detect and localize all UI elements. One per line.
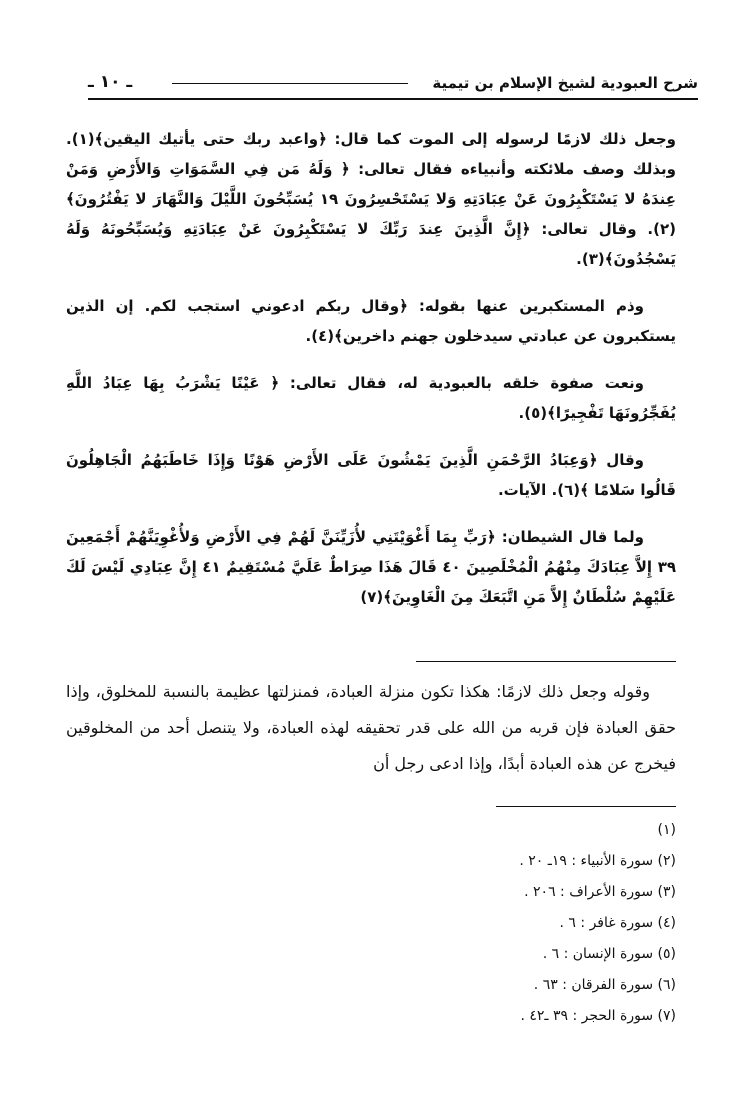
footnote: (٣) سورة الأعراف : ٢٠٦ . [524, 884, 676, 900]
footnote: (٧) سورة الحجر : ٣٩ ـ٤٢ . [520, 1008, 676, 1024]
commentary-text [66, 674, 676, 782]
header-divider-line [172, 83, 408, 84]
footnote-separator [496, 806, 676, 807]
main-text [66, 124, 676, 629]
commentary-paragraph: وقوله وجعل ذلك لازمًا: هكذا تكون منزلة العبادة، فمنزلتها عظيمة بالنسبة للمخلوق، وإذا حقق العبادة فإن قربه من الله على قدر تحقيقه لهذه العبادة، ولا يتنصل أحد من المخلوقين فيخرج عن هذه العبادة أبدًا، وإذا ادعى رجل أن [66, 682, 676, 773]
footnote: (١) [657, 822, 676, 838]
footnote: (٦) سورة الفرقان : ٦٣ . [533, 977, 676, 993]
footnote: (٢) سورة الأنبياء : ١٩ـ ٢٠ . [519, 853, 676, 869]
footnote: (٤) سورة غافر : ٦ . [559, 915, 676, 931]
footnote: (٥) سورة الإنسان : ٦ . [542, 946, 676, 962]
page-header [88, 66, 698, 100]
paragraph: وجعل ذلك لازمًا لرسوله إلى الموت كما قال: ﴿واعبد ربك حتى يأتيك اليقين﴾(١). وبذلك وصف ملائكته وأنبياءه فقال تعالى: ﴿ وَلَهُ مَن فِي السَّمَوَاتِ وَالأَرْضِ وَمَنْ عِندَهُ لا يَسْتَكْبِرُونَ عَنْ عِبَادَتِهِ وَلا يَسْتَحْسِرُونَ ١٩ يُسَبِّحُونَ اللَّيْلَ وَالنَّهَارَ لا يَفْتُرُونَ﴾(٢). وقال تعالى: ﴿إِنَّ الَّذِينَ عِندَ رَبِّكَ لا يَسْتَكْبِرُونَ عَنْ عِبَادَتِهِ وَيُسَبِّحُونَهُ وَلَهُ يَسْجُدُونَ﴾(٣). [66, 130, 676, 268]
page-number: ـ ١٠ ـ [88, 72, 133, 92]
footnotes [66, 815, 676, 1032]
header-rule [88, 98, 698, 100]
paragraph: وقال ﴿وَعِبَادُ الرَّحْمَنِ الَّذِينَ يَمْشُونَ عَلَى الأَرْضِ هَوْنًا وَإِذَا خَاطَبَهُمُ الْجَاهِلُونَ قَالُوا سَلامًا ﴾(٦). الآيات. [66, 451, 676, 499]
paragraph: ولما قال الشيطان: ﴿رَبِّ بِمَا أَغْوَيْتَنِي لأُزَيِّنَنَّ لَهُمْ فِي الأَرْضِ وَلأُغْوِيَنَّهُمْ أَجْمَعِينَ ٣٩ إِلاَّ عِبَادَكَ مِنْهُمُ الْمُخْلَصِينَ ٤٠ قَالَ هَذَا صِرَاطٌ عَلَيَّ مُسْتَقِيمٌ ٤١ إِنَّ عِبَادِي لَيْسَ لَكَ عَلَيْهِمْ سُلْطَانٌ إِلاَّ مَنِ اتَّبَعَكَ مِنَ الْغَاوِينَ﴾(٧) [66, 528, 676, 606]
paragraph: وذم المستكبرين عنها بقوله: ﴿وقال ربكم ادعوني استجب لكم. إن الذين يستكبرون عن عبادتي سيدخلون جهنم داخرين﴾(٤). [66, 297, 676, 345]
section-separator [416, 661, 676, 662]
paragraph: ونعت صفوة خلقه بالعبودية له، فقال تعالى: ﴿ عَيْنًا يَشْرَبُ بِهَا عِبَادُ اللَّهِ يُفَجِّرُونَهَا تَفْجِيرًا﴾(٥). [66, 374, 676, 422]
header-title: شرح العبودية لشيخ الإسلام بن تيمية [432, 74, 698, 92]
